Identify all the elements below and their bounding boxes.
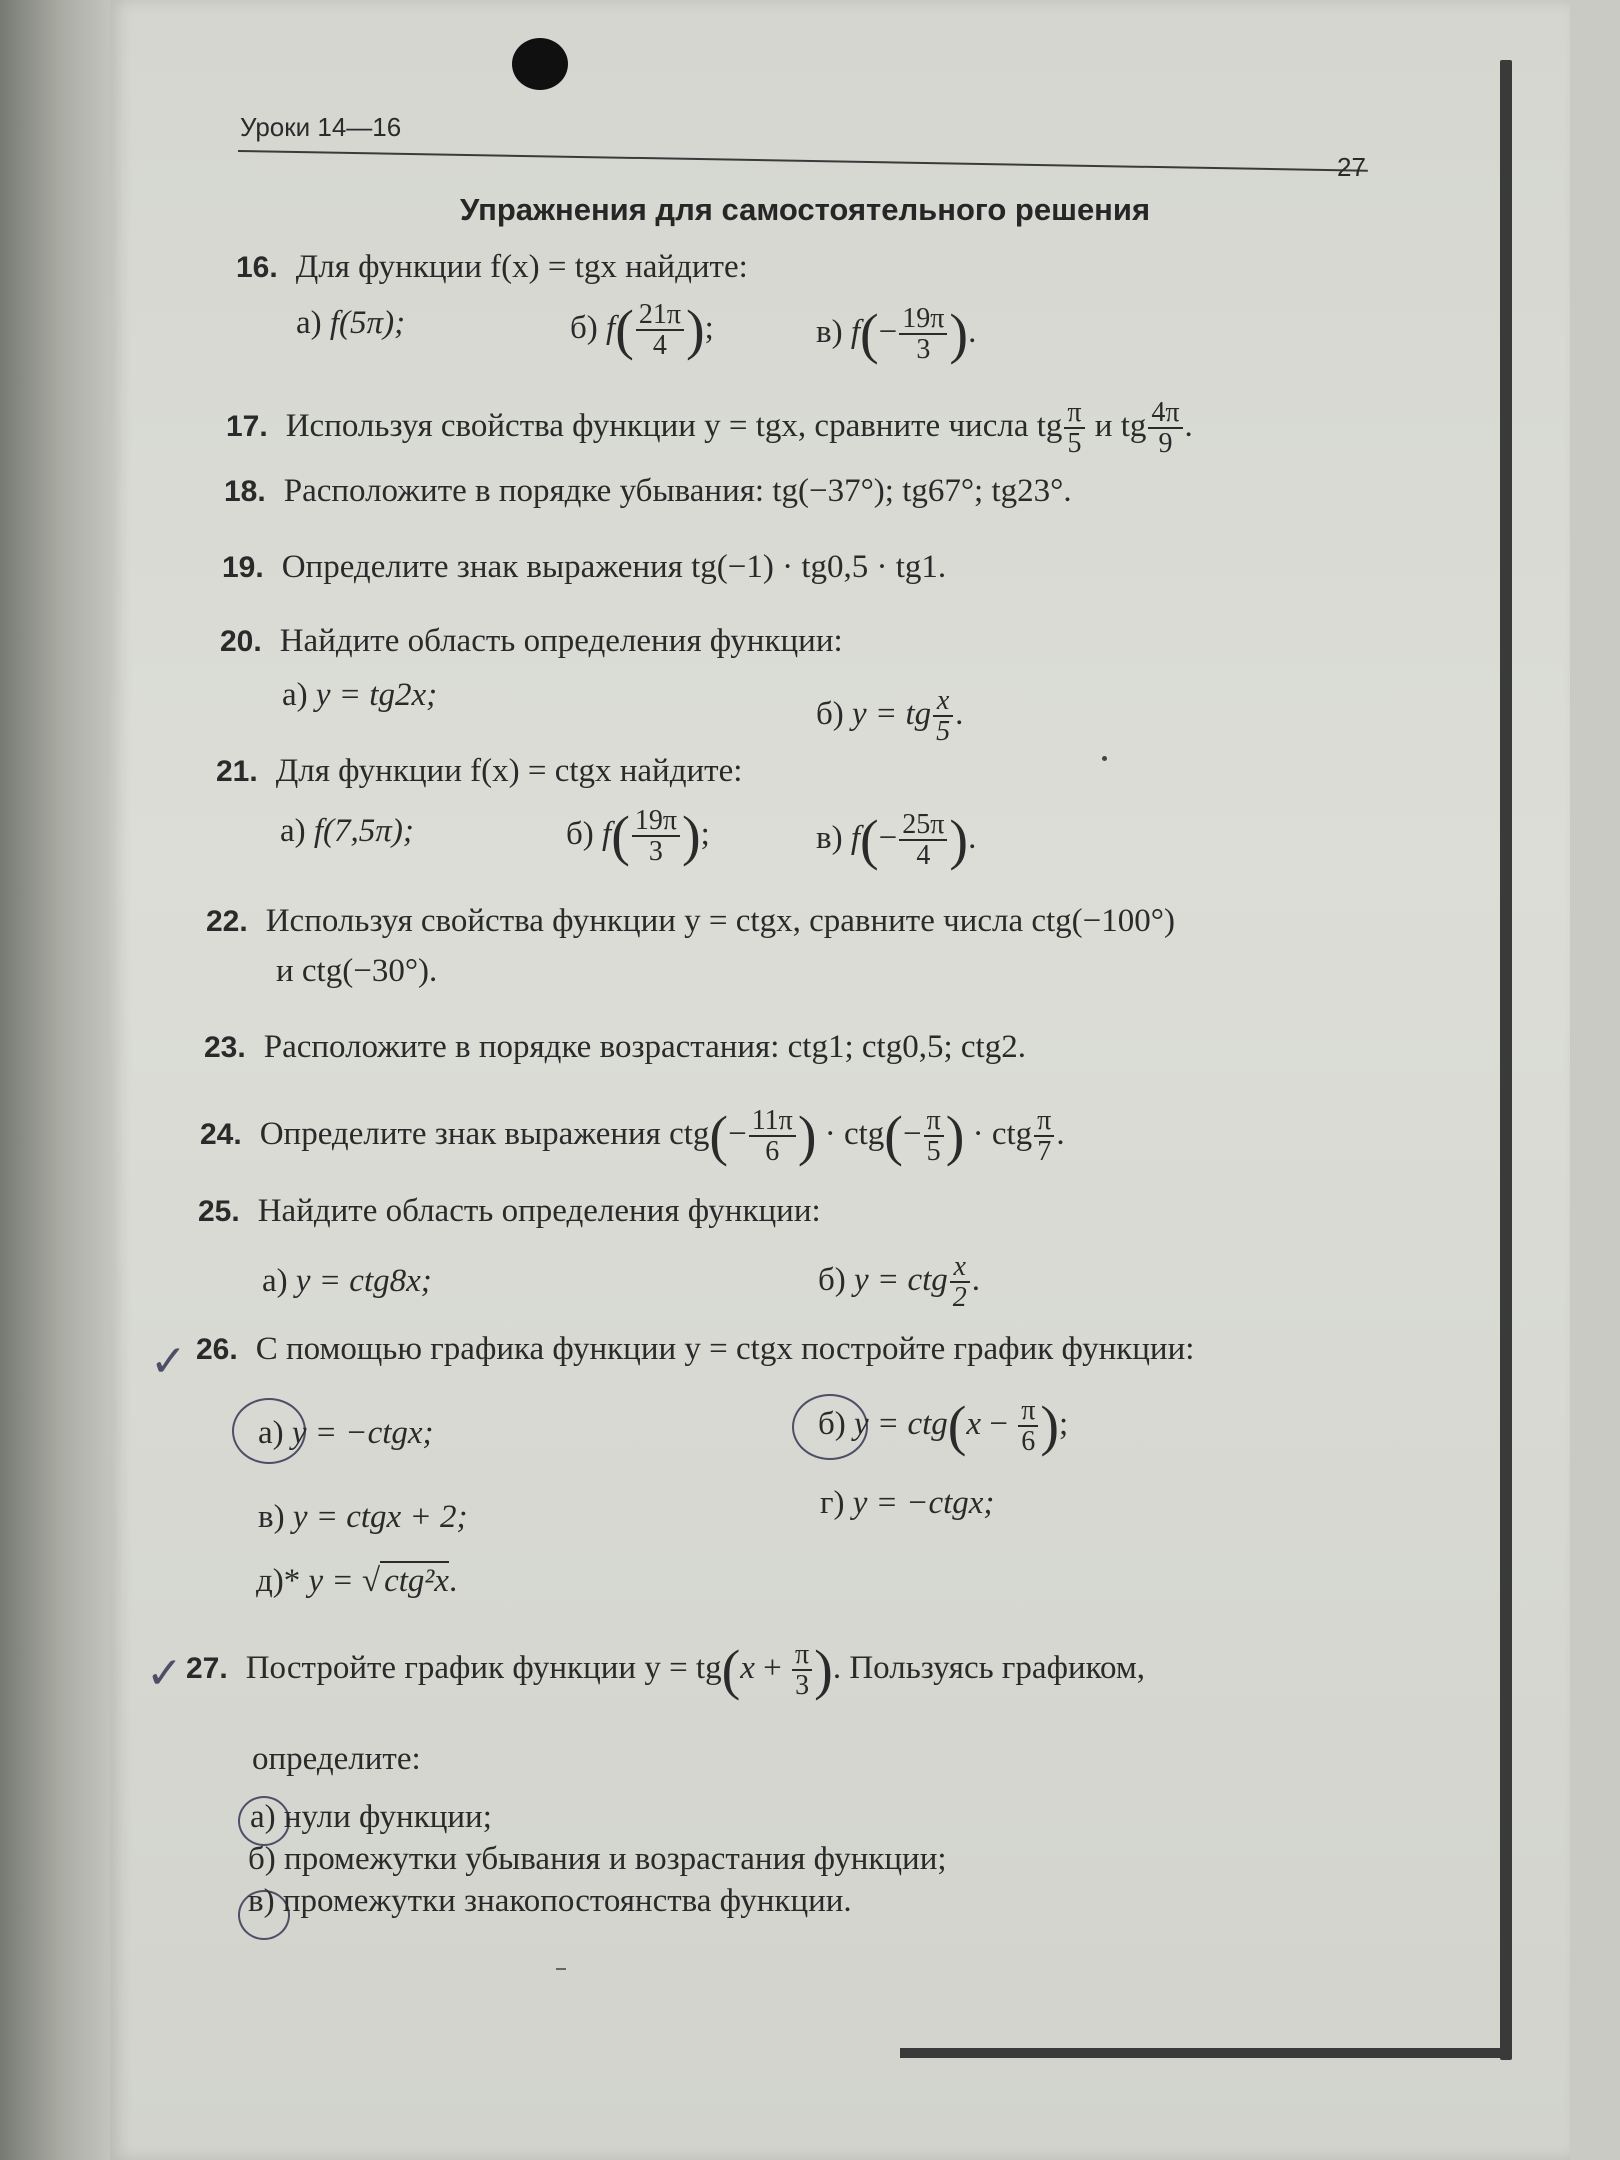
exercise-24: 24. Определите знак выражения ctg(− $\frac{11\pi}{6}$ ) · ctg(− $\frac{\pi}{5}$ ) · ctg $\frac{\pi}{7}$ .	[200, 1105, 1065, 1168]
item-label: в)	[816, 819, 843, 856]
fraction: $\frac{19\pi}{3}$	[899, 304, 947, 365]
exercise-number: 21.	[216, 755, 258, 788]
exercise-26-b: б) y = ctg(x − $\frac{\pi}{6}$ );	[818, 1395, 1069, 1458]
exercise-text: Найдите область определения функции:	[279, 623, 843, 659]
exercise-number: 16.	[236, 251, 278, 284]
item-expression: y = tg2x;	[315, 677, 438, 713]
exercise-number: 25.	[198, 1195, 240, 1228]
item-label: б)	[818, 1405, 846, 1442]
fraction: $\frac{x}{2}$	[950, 1252, 970, 1313]
exercise-20	[220, 622, 843, 662]
exercise-21	[216, 752, 742, 792]
item-label: в)	[258, 1499, 285, 1535]
item-label: б)	[816, 695, 844, 732]
handwritten-checkmark: ✓	[146, 1648, 183, 1699]
exercise-16-a	[296, 304, 405, 344]
exercise-27-b	[248, 1840, 947, 1880]
pencil-mark	[556, 1968, 566, 1970]
exercise-27-a	[250, 1798, 492, 1838]
item-expression: y = −ctgx;	[852, 1485, 995, 1521]
exercise-16	[236, 248, 748, 288]
exercise-22-line2	[276, 952, 437, 992]
conjunction: и tg	[1094, 407, 1147, 444]
item-label: д)*	[256, 1563, 301, 1599]
exercise-number: 23.	[204, 1031, 246, 1064]
exercise-19	[222, 548, 946, 588]
exercise-text: а) нули функции;	[250, 1799, 492, 1835]
exercise-20-b: б) y = tg $\frac{x}{5}$ .	[816, 685, 964, 748]
section-title: Упражнения для самостоятельного решения	[460, 192, 1151, 227]
exercise-text: определите:	[252, 1741, 421, 1777]
item-label: а)	[262, 1263, 288, 1299]
handwritten-checkmark: ✓	[150, 1336, 187, 1387]
item-expression: f(5π);	[329, 305, 406, 341]
page-frame-right	[1500, 60, 1512, 2060]
exercise-text: и ctg(−30°).	[276, 953, 438, 989]
exercise-21-c: в) f(− $\frac{25\pi}{4}$ ).	[816, 809, 977, 872]
item-expression: y = ctg	[854, 1405, 948, 1442]
exercise-number: 20.	[220, 625, 262, 658]
fraction: $\frac{19\pi}{3}$	[632, 806, 680, 867]
exercise-27: 27. Постройте график функции y = tg(x + $\frac{\pi}{3}$ ). Пользуясь графиком,	[186, 1639, 1145, 1702]
exercise-25-a	[262, 1262, 432, 1302]
item-label: а)	[280, 813, 306, 849]
exercise-21-a	[280, 812, 414, 852]
exercise-16-c: в) f(− $\frac{19\pi}{3}$ ).	[816, 303, 977, 366]
fraction: $\frac{\pi}{5}$	[1064, 398, 1084, 459]
item-label: в)	[816, 313, 843, 350]
exercise-number: 24.	[200, 1117, 242, 1151]
exercise-number: 18.	[224, 475, 266, 508]
exercise-26-c	[258, 1498, 467, 1538]
exercise-number: 27.	[186, 1651, 228, 1685]
exercise-text: Найдите область определения функции:	[257, 1193, 821, 1229]
punch-hole	[512, 38, 568, 90]
fraction: $\frac{21\pi}{4}$	[636, 300, 684, 361]
item-label: б)	[566, 815, 594, 852]
exercise-text: . Пользуясь графиком,	[832, 1649, 1145, 1686]
fraction: $\frac{\pi}{6}$	[1018, 1396, 1038, 1457]
exercise-20-a	[282, 676, 437, 716]
item-expression: y = ctg8x;	[295, 1263, 432, 1299]
exercise-27-line2	[252, 1740, 421, 1780]
exercise-22	[206, 902, 1175, 942]
fraction: $\frac{25\pi}{4}$	[899, 810, 947, 871]
exercise-18	[224, 472, 1072, 512]
exercise-text: в) промежутки знакопостоянства функции.	[248, 1883, 852, 1919]
exercise-number: 17.	[226, 409, 268, 443]
exercise-26-a	[258, 1414, 434, 1454]
fraction: $\frac{\pi}{5}$	[924, 1106, 944, 1167]
exercise-23	[204, 1028, 1026, 1068]
item-label: а)	[282, 677, 308, 713]
exercise-text: Расположите в порядке убывания: tg(−37°); tg67°; tg23°.	[283, 473, 1072, 509]
running-head: Уроки 14—16	[240, 112, 402, 142]
square-root-radicand: ctg²x	[380, 1561, 449, 1599]
exercise-17: 17. Используя свойства функции y = tgx, сравните числа tg $\frac{\pi}{5}$ и tg $\frac{4\pi}{9}$ .	[226, 397, 1193, 460]
exercise-text: Определите знак выражения tg(−1) · tg0,5 · tg1.	[281, 549, 947, 585]
printing-speck	[1102, 756, 1107, 761]
exercise-text: Постройте график функции y = tg	[245, 1649, 722, 1686]
exercise-number: 19.	[222, 551, 264, 584]
page-number: 27	[1337, 152, 1366, 182]
exercise-number: 26.	[196, 1333, 238, 1366]
exercise-21-b: б) f( $\frac{19\pi}{3}$ );	[566, 805, 710, 868]
item-expression: y = tg	[852, 695, 932, 732]
exercise-text: Для функции f(x) = tgx найдите:	[295, 249, 748, 285]
exercise-text: Используя свойства функции y = tgx, сравните числа tg	[285, 407, 1063, 444]
exercise-text: Для функции f(x) = ctgx найдите:	[275, 753, 743, 789]
exercise-16-b: б) f( $\frac{21\pi}{4}$ );	[570, 299, 714, 362]
item-label: б)	[818, 1261, 846, 1298]
fraction: $\frac{\pi}{7}$	[1034, 1106, 1054, 1167]
item-expression: y =	[308, 1563, 354, 1599]
exercise-25	[198, 1192, 821, 1232]
fraction: $\frac{x}{5}$	[933, 686, 953, 747]
item-expression: y = −ctgx;	[291, 1415, 434, 1451]
page-frame-bottom	[900, 2048, 1512, 2058]
exercise-27-c	[248, 1882, 852, 1922]
item-expression: y = ctgx + 2;	[292, 1499, 468, 1535]
fraction: $\frac{4\pi}{9}$	[1148, 398, 1182, 459]
exercise-text: Расположите в порядке возрастания: ctg1; ctg0,5; ctg2.	[263, 1029, 1026, 1065]
fraction: $\frac{\pi}{3}$	[792, 1640, 812, 1701]
exercise-text: Используя свойства функции y = ctgx, сравните числа ctg(−100°)	[265, 903, 1175, 939]
item-label: г)	[820, 1485, 845, 1521]
exercise-26-e: д)* y = √ ctg²x.	[256, 1563, 458, 1599]
exercise-26	[196, 1330, 1194, 1370]
exercise-text: С помощью графика функции y = ctgx постройте график функции:	[255, 1331, 1195, 1367]
exercise-text: б) промежутки убывания и возрастания функции;	[248, 1841, 947, 1877]
item-label: а)	[258, 1415, 284, 1451]
fraction: $\frac{11\pi}{6}$	[749, 1106, 796, 1167]
exercise-26-d	[820, 1484, 994, 1524]
exercise-25-b: б) y = ctg $\frac{x}{2}$ .	[818, 1251, 981, 1314]
item-label: б)	[570, 309, 598, 346]
exercise-number: 22.	[206, 905, 248, 938]
item-expression: f(7,5π);	[313, 813, 414, 849]
item-label: а)	[296, 305, 322, 341]
exercise-text: Определите знак выражения ctg	[259, 1115, 710, 1152]
item-expression: y = ctg	[854, 1261, 948, 1298]
